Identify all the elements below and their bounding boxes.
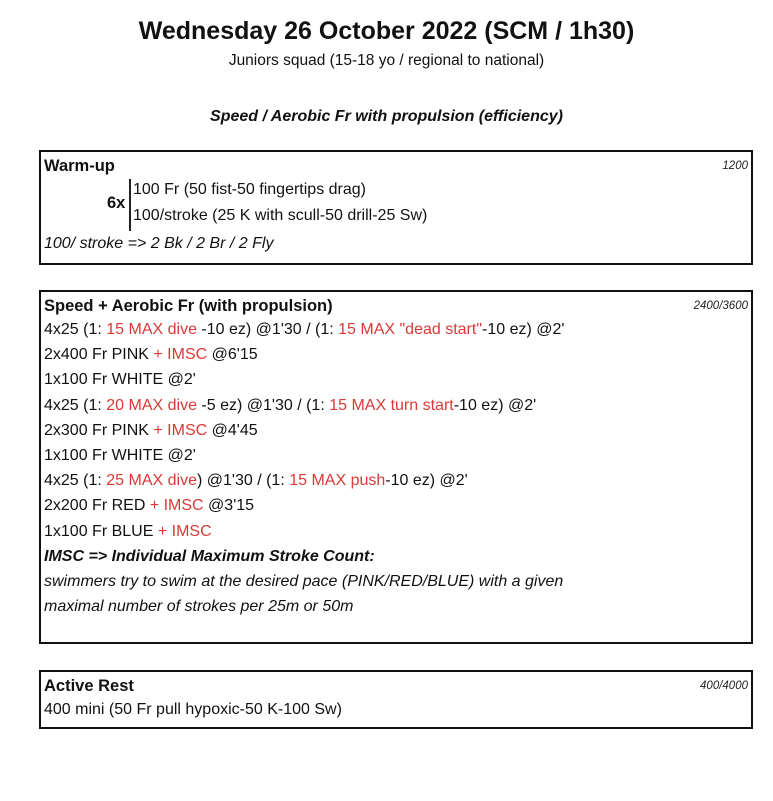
set-text: 1x100 Fr WHITE @2' [44,447,196,465]
repeat-item: 100/stroke (25 K with scull-50 drill-25 Sw) [133,207,428,224]
set-text: -10 ez) @2' [453,396,537,414]
squad-subtitle: Juniors squad (15-18 yo / regional to national) [228,52,545,69]
active-rest-section [39,670,753,729]
set-text: @3'15 [203,497,255,515]
main-set-distance: 2400/3600 [693,300,748,312]
main-set-lines [41,317,751,544]
highlight-text: + IMSC [153,421,208,439]
page-title: Wednesday 26 October 2022 (SCM / 1h30) [138,17,635,45]
repeat-bracket [129,179,131,231]
warmup-distance: 1200 [722,160,748,172]
repeat-count: 6x [107,194,126,212]
set-line [41,393,751,418]
active-rest-title: Active Rest [44,677,134,695]
warmup-header [41,152,751,177]
highlight-text: 15 MAX turn start [329,396,454,414]
set-line [41,468,751,493]
warmup-repeat-block [41,177,751,231]
highlight-text: 20 MAX dive [106,396,197,414]
main-set-title: Speed + Aerobic Fr (with propulsion) [44,297,333,315]
active-rest-header [41,672,751,697]
active-rest-line: 400 mini (50 Fr pull hypoxic-50 K-100 Sw) [44,701,342,718]
set-text: 2x300 Fr PINK [44,421,154,439]
active-rest-distance: 400/4000 [700,680,748,692]
set-text: -5 ez) @1'30 / (1: [196,396,330,414]
imsc-note-heading: IMSC => Individual Maximum Stroke Count: [44,547,375,565]
main-set-section [39,290,753,644]
set-text: @4'45 [207,421,258,439]
main-set-header [41,292,751,317]
set-text: @6'15 [207,346,258,364]
repeat-item: 100 Fr (50 fist-50 fingertips drag) [133,181,366,198]
set-line [41,519,751,544]
set-text: 2x200 Fr RED [44,497,150,515]
highlight-text: 15 MAX dive [106,321,197,338]
set-text: -10 ez) @2' [482,321,565,338]
set-line [41,443,751,468]
highlight-text: 15 MAX "dead start" [338,321,482,338]
warmup-note: 100/ stroke => 2 Bk / 2 Br / 2 Fly [44,235,274,252]
set-line [41,418,751,443]
set-text: 1x100 Fr WHITE @2' [44,371,196,389]
set-text: -10 ez) @2' [385,472,468,490]
set-text: 4x25 (1: [44,396,107,414]
highlight-text: 25 MAX dive [106,472,197,490]
set-line [41,493,751,518]
set-text: -10 ez) @1'30 / (1: [196,321,339,338]
highlight-text: + IMSC [153,346,208,364]
highlight-text: + IMSC [149,497,204,515]
set-line [41,367,751,392]
set-line [41,342,751,367]
set-text: 2x400 Fr PINK [44,346,154,364]
session-theme: Speed / Aerobic Fr with propulsion (efficiency) [210,108,563,125]
warmup-section [39,150,753,265]
set-text: ) @1'30 / (1: [196,472,290,490]
set-text: 1x100 Fr BLUE [44,522,158,540]
imsc-note-line: maximal number of strokes per 25m or 50m [44,598,354,616]
warmup-title: Warm-up [44,157,115,175]
highlight-text: 15 MAX push [289,472,386,490]
highlight-text: + IMSC [157,522,212,540]
set-text: 4x25 (1: [44,472,107,490]
imsc-note-line: swimmers try to swim at the desired pace (PINK/RED/BLUE) with a given [44,573,564,591]
set-text: 4x25 (1: [44,321,107,338]
set-line [41,317,751,342]
